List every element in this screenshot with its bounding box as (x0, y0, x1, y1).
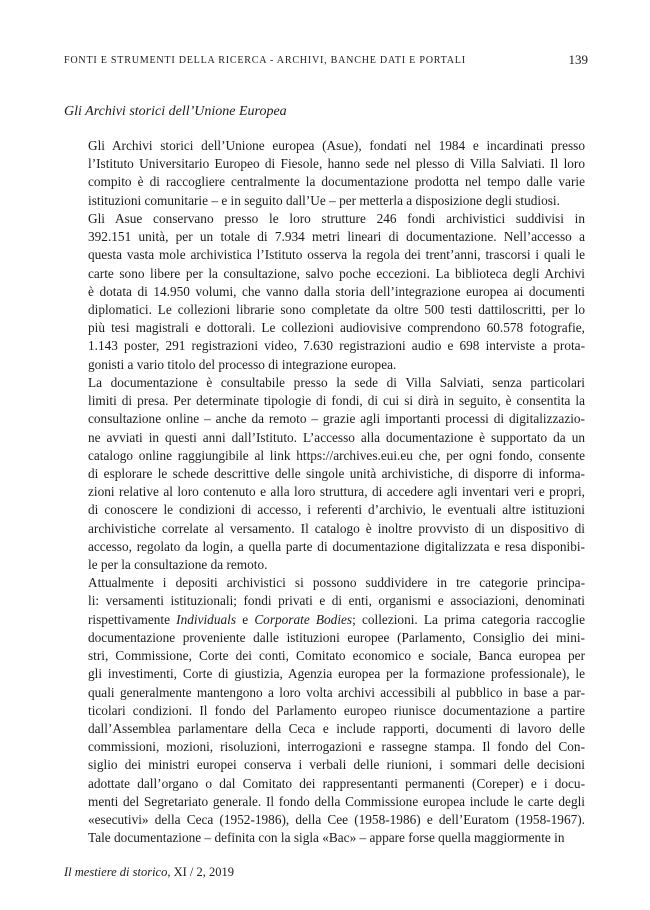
text-line: Tale documentazione – definita con la sigla «Bac» – appare forse quella maggiormente in (88, 830, 565, 846)
text-line: più tesi magistrali e dottorali. Le collezioni audiovisive comprendono 60.578 fotografie, (88, 320, 585, 336)
running-head: FONTI E STRUMENTI DELLA RICERCA - ARCHIVI, BANCHE DATI E PORTALI (64, 55, 466, 66)
text-line: diplomatici. Le collezioni librarie sono completate da oltre 500 testi dattiloscritti, per lo (88, 301, 585, 317)
text-line: li: versamenti istituzionali; fondi privati e di enti, organismi e associazioni, denominati (88, 593, 585, 609)
issue-info: , XI / 2, 2019 (167, 865, 235, 879)
text-line: rispettivamente Individuals e Corporate Bodies; collezioni. La prima categoria raccoglie (88, 611, 585, 627)
text-line: consultazione online – anche da remoto – grazie agli importanti processi di digitalizzazio- (88, 411, 585, 427)
text-line: Attualmente i depositi archivistici si possono suddividere in tre categorie principa- (88, 575, 585, 591)
section-title: Gli Archivi storici dell’Unione Europea (64, 104, 287, 119)
text-line: gli investimenti, Corte di giustizia, Agenzia europea per la formazione professionale), le (88, 666, 585, 682)
text-line: ne avviati in questi anni dall’Istituto. L’accesso alla documentazione è supportato da un (88, 429, 585, 445)
text-line: adottate dall’organo o dal Comitato dei rappresentanti permanenti (Coreper) e i docu- (88, 775, 585, 791)
text-line: zioni relative al loro contenuto e alla loro struttura, di accedere agli inventari veri e propri, (88, 484, 585, 500)
text-line: di conoscere le condizioni di accesso, i referenti d’archivio, le eventuali altre istituzioni (88, 502, 585, 518)
text-line: istituzioni comunitarie – e in seguito dall’Ue – per metterla a disposizione degli studiosi. (88, 192, 560, 208)
paragraph (64, 374, 585, 574)
text-line: dall’Assemblea parlamentare della Ceca e include rapporti, documenti di lavoro delle (88, 721, 585, 736)
term-corporate-bodies: Corporate Bodies (254, 611, 353, 627)
text-line: carte sono libere per la consultazione, salvo poche eccezioni. La biblioteca degli Archivi (88, 265, 585, 281)
text-line: limiti di presa. Per determinate tipologie di fondi, di cui si dirà in seguito, è consentita la (88, 393, 585, 409)
text-line: catalogo online raggiungibile al link https://archives.eui.eu che, per ogni fondo, consente (88, 447, 585, 463)
text-line: commissioni, mozioni, risoluzioni, interrogazioni e rassegne stampa. Il fondo del Con- (88, 739, 585, 755)
text-line: 392.151 unità, per un totale di 7.934 metri lineari di documentazione. Nell’accesso a (88, 229, 585, 245)
term-individuals: Individuals (176, 611, 237, 627)
text-line: l’Istituto Universitario Europeo di Fiesole, hanno sede nel plesso di Villa Salviati. Il loro (88, 156, 585, 172)
text-line: questa vasta mole archivistica l’Istituto osserva la regola dei trent’anni, trascorsi i quali le (88, 247, 585, 263)
footer-citation (64, 865, 234, 880)
paragraph (64, 210, 585, 374)
text-line: gonisti a vario titolo del processo di integrazione europea. (88, 356, 397, 372)
text-line: le per la consultazione da remoto. (88, 557, 268, 573)
text-line: è dotata di 14.950 volumi, che vanno dalla storia dell’integrazione europea ai documenti (88, 283, 585, 299)
text-line: di esplorare le schede descrittive delle singole unità archivistiche, di disporre di informa- (88, 465, 585, 481)
text-line: La documentazione è consultabile presso la sede di Villa Salviati, senza particolari (88, 374, 585, 390)
text-line: siglio dei ministri europei conserva i verbali delle riunioni, i sommari delle decisioni (88, 757, 585, 773)
text-line: 1.143 poster, 291 registrazioni video, 7.630 registrazioni audio e 698 interviste a prota- (88, 338, 585, 354)
text-line: documentazione proveniente dalle istituzioni europee (Parlamento, Consiglio dei mini- (88, 629, 585, 645)
text-line: stri, Commissione, Corte dei conti, Comitato economico e sociale, Banca europea per (88, 648, 585, 664)
text-line: menti del Segretariato generale. Il fondo della Commissione europea include le carte degli (88, 793, 585, 809)
text-line: accesso, regolato da login, a quella parte di documentazione digitalizzata e resa disponibi- (88, 538, 585, 554)
text-line: Gli Archivi storici dell’Unione europea (Asue), fondati nel 1984 e incardinati presso (88, 138, 585, 153)
journal-title: Il mestiere di storico (64, 865, 168, 879)
text-line: Gli Asue conservano presso le loro strutture 246 fondi archivistici suddivisi in (88, 210, 585, 226)
text-line: compito è di raccogliere centralmente la documentazione prodotta nel tempo dalle varie (88, 174, 585, 190)
paragraph (64, 574, 585, 847)
text-line: quali generalmente mantengono a loro volta archivi accessibili al pubblico in base a par- (88, 684, 585, 700)
text-line: «esecutivi» della Ceca (1952-1986), della Cee (1958-1986) e dell’Euratom (1958-1967). (88, 812, 585, 828)
article-body (64, 137, 585, 848)
text-line: archivistiche correlate al versamento. Il catalogo è inoltre provvisto di un dispositivo di (88, 520, 585, 536)
paragraph (64, 137, 585, 210)
text-line: ticolari condizioni. Il fondo del Parlamento europeo riunisce documentazione a partire (88, 702, 585, 718)
page-number: 139 (568, 52, 588, 67)
